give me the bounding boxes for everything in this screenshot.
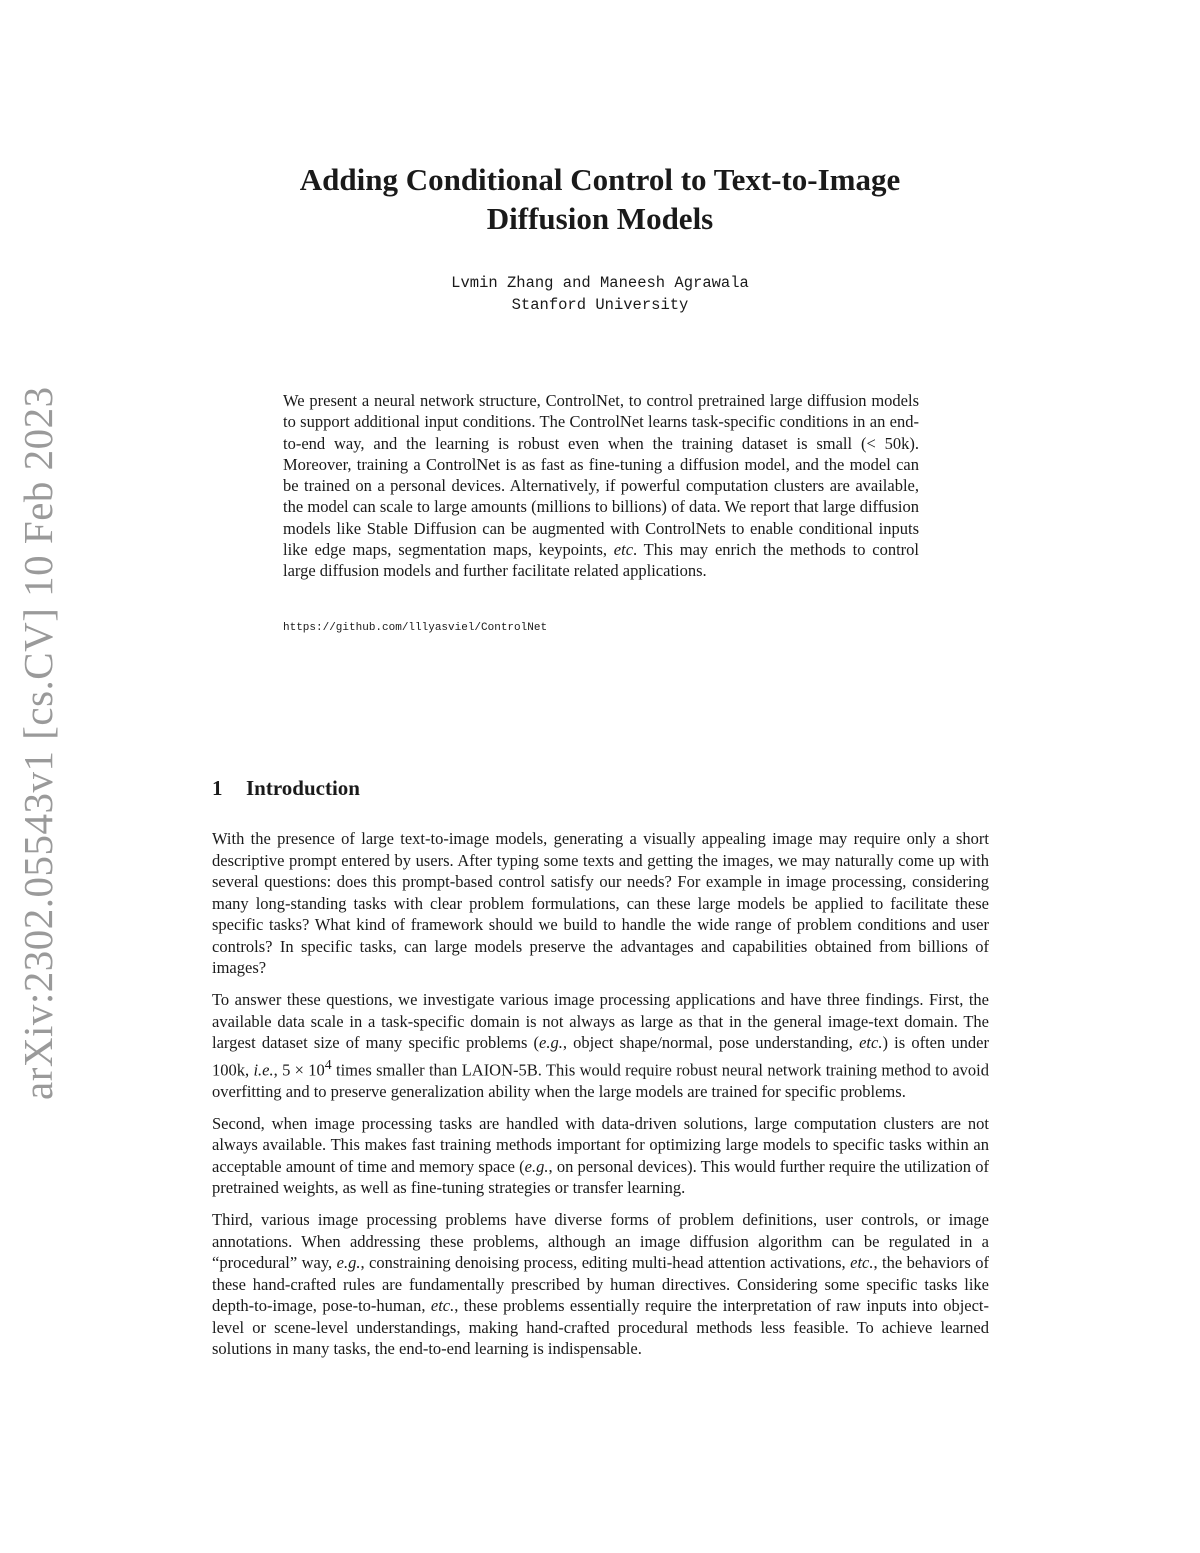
- p4-text: , the behaviors of these hand-crafted rules are fundamentally prescribed by human directives. Considering some specific tasks like depth-to-image, pose-to-human,: [212, 1253, 989, 1315]
- section-title: Introduction: [246, 776, 360, 800]
- title-line-1: Adding Conditional Control to Text-to-Image: [299, 162, 901, 197]
- p2-text: To answer these questions, we investigate various image processing applications and have three findings. First, the available data scale in a task-specific domain is not always as large as that in the general image-text domain. The largest dataset size of many specific problems (: [212, 990, 989, 1052]
- abstract-text-end: . This may enrich the methods to control large diffusion models and further facilitate related applications.: [283, 540, 919, 581]
- p2-exponent: 4: [324, 1056, 332, 1072]
- p4-etc: etc.: [430, 1296, 455, 1315]
- p2-ie: i.e.: [253, 1060, 274, 1079]
- github-link[interactable]: https://github.com/lllyasviel/ControlNet: [283, 622, 548, 634]
- paragraph-4: [212, 1209, 989, 1360]
- title-line-2: Diffusion Models: [486, 201, 714, 236]
- paragraph-1: With the presence of large text-to-image models, generating a visually appealing image may require only a short descriptive prompt entered by users. After typing some texts and getting the images, we may naturally come up with several questions: does this prompt-based control satisfy our needs? For example in image processing, considering many long-standing tasks with clear problem formulations, can these large models be applied to facilitate these specific tasks? What kind of framework should we build to handle the wide range of problem conditions and user controls? In specific tasks, can large models preserve the advantages and capabilities obtained from billions of images?: [212, 829, 989, 977]
- p3-eg: e.g.: [524, 1156, 549, 1176]
- p3-text: , on personal devices). This would further require the utilization of pretrained weights, as well as fine-tuning strategies or transfer learning.: [212, 1156, 989, 1197]
- abstract: [283, 390, 919, 582]
- p3-text: Second, when image processing tasks are handled with data-driven solutions, large computation clusters are not always available. This makes fast training methods important for optimizing large models to specific tasks within an acceptable amount of time and memory space (: [212, 1113, 989, 1176]
- p2-text: , 5 × 10: [273, 1060, 325, 1079]
- author-block: [300, 272, 900, 316]
- p4-text: , constraining denoising process, editing multi-head attention activations,: [360, 1253, 851, 1272]
- section-number: 1: [212, 776, 223, 800]
- p2-eg: e.g.: [539, 1033, 563, 1052]
- p2-etc: etc.: [859, 1033, 883, 1052]
- p2-text: ) is often under 100k,: [212, 1033, 989, 1079]
- p4-eg: e.g.: [336, 1253, 361, 1272]
- author-names: Lvmin Zhang and Maneesh Agrawala: [451, 274, 749, 292]
- abstract-etc: etc: [613, 540, 634, 560]
- section-heading-introduction: [212, 776, 360, 801]
- paper-title: [200, 160, 1000, 238]
- p2-text: times smaller than LAION-5B. This would require robust neural network training method to avoid overfitting and to preserve generalization ability when the large models are trained for specific problems.: [212, 1060, 990, 1101]
- introduction-body: [212, 828, 989, 1370]
- p2-text: , object shape/normal, pose understanding,: [562, 1033, 860, 1052]
- affiliation: Stanford University: [511, 296, 689, 314]
- arxiv-identifier-stamp: arXiv:2302.05543v1 [cs.CV] 10 Feb 2023: [15, 386, 61, 1100]
- paragraph-2: [212, 989, 989, 1102]
- p4-text: Third, various image processing problems have diverse forms of problem definitions, user controls, or image annotations. When addressing these problems, although an image diffusion algorithm can be regulated in a “procedural” way,: [212, 1210, 989, 1272]
- p4-text: , these problems essentially require the interpretation of raw inputs into object-level or scene-level understandings, making hand-crafted procedural methods less feasible. To achieve learned solutions in many tasks, the end-to-end learning is indispensable.: [212, 1296, 990, 1358]
- p4-etc: etc.: [850, 1253, 874, 1272]
- paragraph-3: [212, 1113, 989, 1199]
- abstract-text: We present a neural network structure, ControlNet, to control pretrained large diffusion models to support additional input conditions. The ControlNet learns task-specific conditions in an end-to-end way, and the learning is robust even when the training dataset is small (< 50k). Moreover, training a ControlNet is as fast as fine-tuning a diffusion model, and the model can be trained on a personal devices. Alternatively, if powerful computation clusters are available, the model can scale to large amounts (millions to billions) of data. We report that large diffusion models like Stable Diffusion can be augmented with ControlNets to enable conditional inputs like edge maps, segmentation maps, keypoints,: [283, 391, 919, 560]
